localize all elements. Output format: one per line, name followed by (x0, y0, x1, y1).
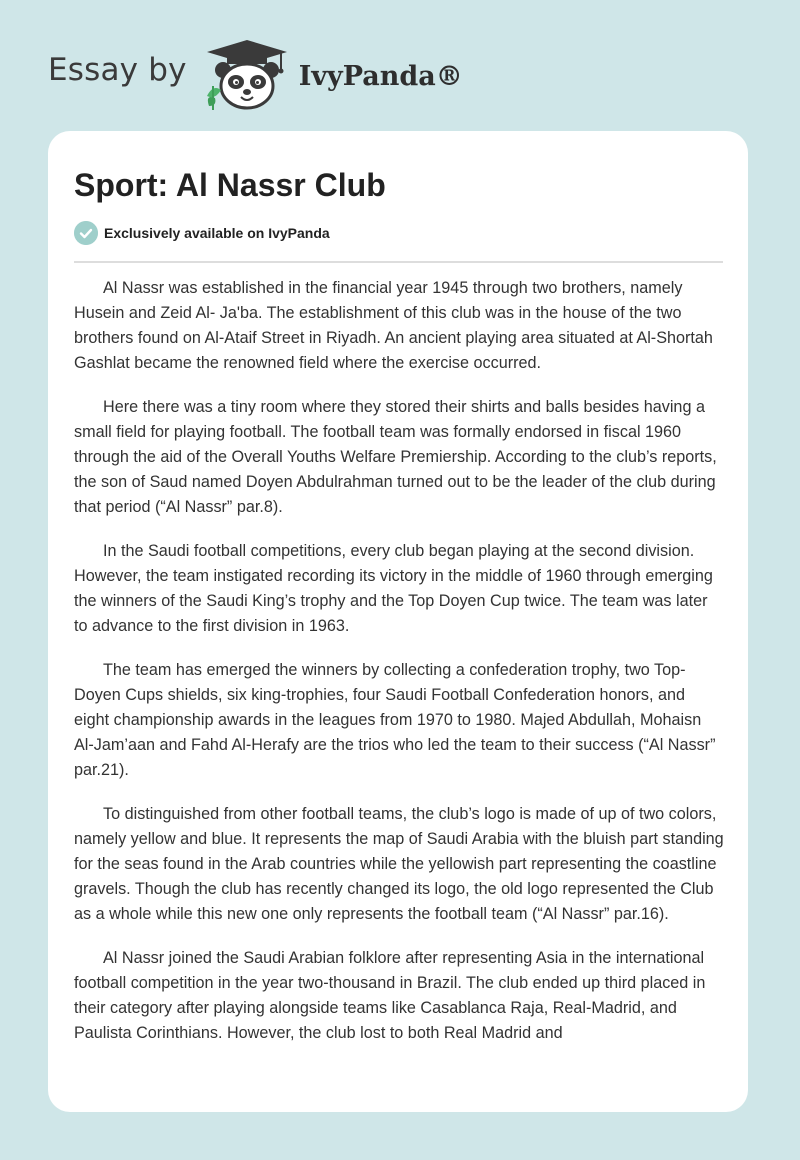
paragraph: Al Nassr joined the Saudi Arabian folklore after representing Asia in the international football competition in the year two-thousand in Brazil. The club ended up third placed in their category after playing alongside teams like Casablanca Raja, Real-Madrid, and Paulista Corinthians. However, the club lost to both Real Madrid and (74, 949, 706, 1042)
paragraph: Here there was a tiny room where they stored their shirts and balls besides having a small field for playing football. The football team was formally endorsed in fiscal 1960 through the aid of the Overall Youths Welfare Premiership. According to the club’s reports, the son of Saud named Doyen Abdulrahman turned out to be the leader of the club during that period (“Al Nassr” par.8). (74, 398, 717, 516)
divider (74, 261, 723, 263)
page-title: Sport: Al Nassr Club (74, 167, 386, 203)
paragraph: The team has emerged the winners by collecting a confederation trophy, two Top-Doyen Cups shields, six king-trophies, four Saudi Football Confederation honors, and eight championship awards in the leagues from 1970 to 1980. Majed Abdullah, Mohaisn Al-Jam’aan and Fahd Al-Herafy are the trios who led the team to their success (“Al Nassr” par.21). (74, 661, 716, 779)
site-header (48, 36, 463, 112)
paragraph: In the Saudi football competitions, every club began playing at the second division. However, the team instigated recording its victory in the middle of 1960 through emerging the winners of the Saudi King’s trophy and the Top Doyen Cup twice. The team was later to advance to the first division in 1963. (74, 542, 713, 635)
brand-name[interactable]: IvyPanda® (298, 60, 463, 92)
paragraph: To distinguished from other football teams, the club’s logo is made of up of two colors, namely yellow and blue. It represents the map of Saudi Arabia with the bluish part standing for the seas found in the Arab countries while the yellowish part representing the coastline gravels. Though the club has recently changed its logo, the old logo represented the Club as a whole while this new one only represents the football team (“Al Nassr” par.16). (74, 805, 724, 923)
essay-body (74, 276, 724, 1065)
exclusive-badge (74, 221, 330, 245)
paragraph: Al Nassr was established in the financial year 1945 through two brothers, namely Husein and Zeid Al- Ja'ba. The establishment of this club was in the house of the two brothers found on Al-Ataif Street in Riyadh. An ancient playing area situated at Al-Shortah Gashlat became the renowned field where the exercise occurred. (74, 279, 713, 372)
essay-card (48, 131, 748, 1112)
essay-by-label: Essay by (48, 52, 187, 88)
panda-logo-icon[interactable] (199, 36, 295, 112)
exclusive-badge-label: Exclusively available on IvyPanda (104, 225, 330, 241)
check-circle-icon (74, 221, 98, 245)
